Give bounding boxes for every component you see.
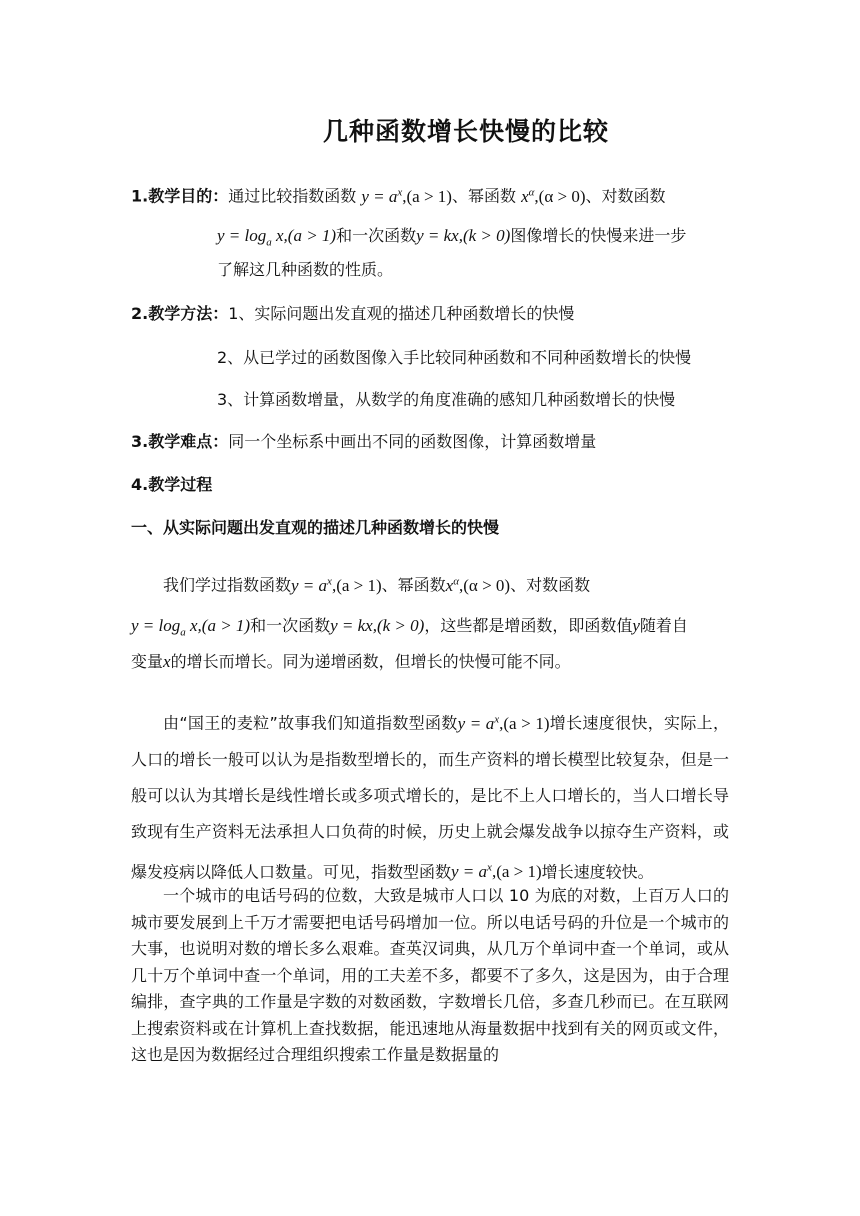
formula-exponential: $y = a^x,(a > 1)$ <box>451 861 542 882</box>
process-label: 4.教学过程 <box>131 475 213 494</box>
difficulty-label: 3.教学难点 <box>131 432 213 451</box>
formula-linear: y = kx,(k > 0) <box>416 226 511 245</box>
method-item: 1、实际问题出发直观的描述几种函数增长的快慢 <box>228 304 575 323</box>
para3: 一个城市的电话号码的位数，大致是城市人口以 10 为底的对数，上百万人口的城市要发展到上千万才需要把电话号码增加一位。所以电话号码的升位是一个城市的大事，也说明对数的增长多么艰难。查英汉词典，从几万个单词中查一个单词，或从几十万个单词中查一个单词，用的工夫差不多，都要不了多久，这是因为，由于合理编排，查字典的工作量是字数的对数函数，字数增长几倍，多查几秒而已。在互联网上搜索资料或在计算机上查找数据，能迅速地从海量数据中找到有关的网页或文件，这也是因为数据经过合理组织搜索工作量是数据量的 <box>131 886 729 1064</box>
method-item: 3、计算函数增量，从数学的角度准确的感知几种函数增长的快慢 <box>217 390 676 409</box>
formula-power: $x^\alpha,(\alpha > 0)$ <box>521 186 586 206</box>
para1-line-2: $y = \log_a x,(a > 1)$和一次函数y = kx,(k > 0)，这些都是增函数，即函数值y随着自 <box>131 616 688 639</box>
objective-line-2: $y = \log_a x,(a > 1)$和一次函数y = kx,(k > 0)图像增长的快慢来进一步 <box>217 226 687 249</box>
method-label: 2.教学方法 <box>131 304 213 323</box>
difficulty-text: 同一个坐标系中画出不同的函数图像，计算函数增量 <box>228 432 597 451</box>
section-heading: 一、从实际问题出发直观的描述几种函数增长的快慢 <box>131 518 500 537</box>
para2: 由“国王的麦粒”故事我们知道指数型函数$y = a^x,(a > 1)$增长速度很快，实际上，人口的增长一般可以认为是指数型增长的，而生产资料的增长模型比较复杂，但是一般可以认为其增长是线性增长或多项式增长的，是比不上人口增长的，当人口增长导致现有生产资料无法承担人口负荷的时候，历史上就会爆发战争以掠夺生产资料，或爆发疫病以降低人口数量。可见，指数型函数$y = a^x,(a > 1)$增长速度较快。 <box>131 713 729 882</box>
formula-log: $y = \log_a x,(a > 1)$ <box>217 226 337 249</box>
para1-line-3: 变量x的增长而增长。同为递增函数，但增长的快慢可能不同。 <box>131 652 571 671</box>
objective-line-3: 了解这几种函数的性质。 <box>217 260 394 279</box>
objective-label: 1.教学目的 <box>131 186 213 206</box>
page-title: 几种函数增长快慢的比较 <box>322 117 609 146</box>
formula-exponential: $y = a^x,(a > 1)$ <box>361 186 452 206</box>
formula-exponential: $y = a^x,(a > 1)$ <box>291 575 382 595</box>
formula-power: $x^\alpha,(\alpha > 0)$ <box>445 575 511 595</box>
objective-line-1: 1.教学目的：通过比较指数函数 $y = a^x,(a > 1)$、幂函数 $x^\alpha,(\alpha > 0)$、对数函数 <box>131 186 666 206</box>
formula-log: $y = \log_a x,(a > 1)$ <box>131 616 251 639</box>
para1-line-1: 我们学过指数函数$y = a^x,(a > 1)$、幂函数$x^\alpha,(\alpha > 0)$、对数函数 <box>163 575 591 595</box>
method-line-1: 2.教学方法：1、实际问题出发直观的描述几种函数增长的快慢 <box>131 304 575 323</box>
objective-text: 通过比较指数函数 <box>228 186 357 206</box>
formula-exponential: $y = a^x,(a > 1)$ <box>457 713 550 733</box>
formula-linear: y = kx,(k > 0) <box>330 616 425 635</box>
method-item: 2、从已学过的函数图像入手比较同种函数和不同种函数增长的快慢 <box>217 348 692 367</box>
difficulty-line: 3.教学难点：同一个坐标系中画出不同的函数图像，计算函数增量 <box>131 432 597 451</box>
